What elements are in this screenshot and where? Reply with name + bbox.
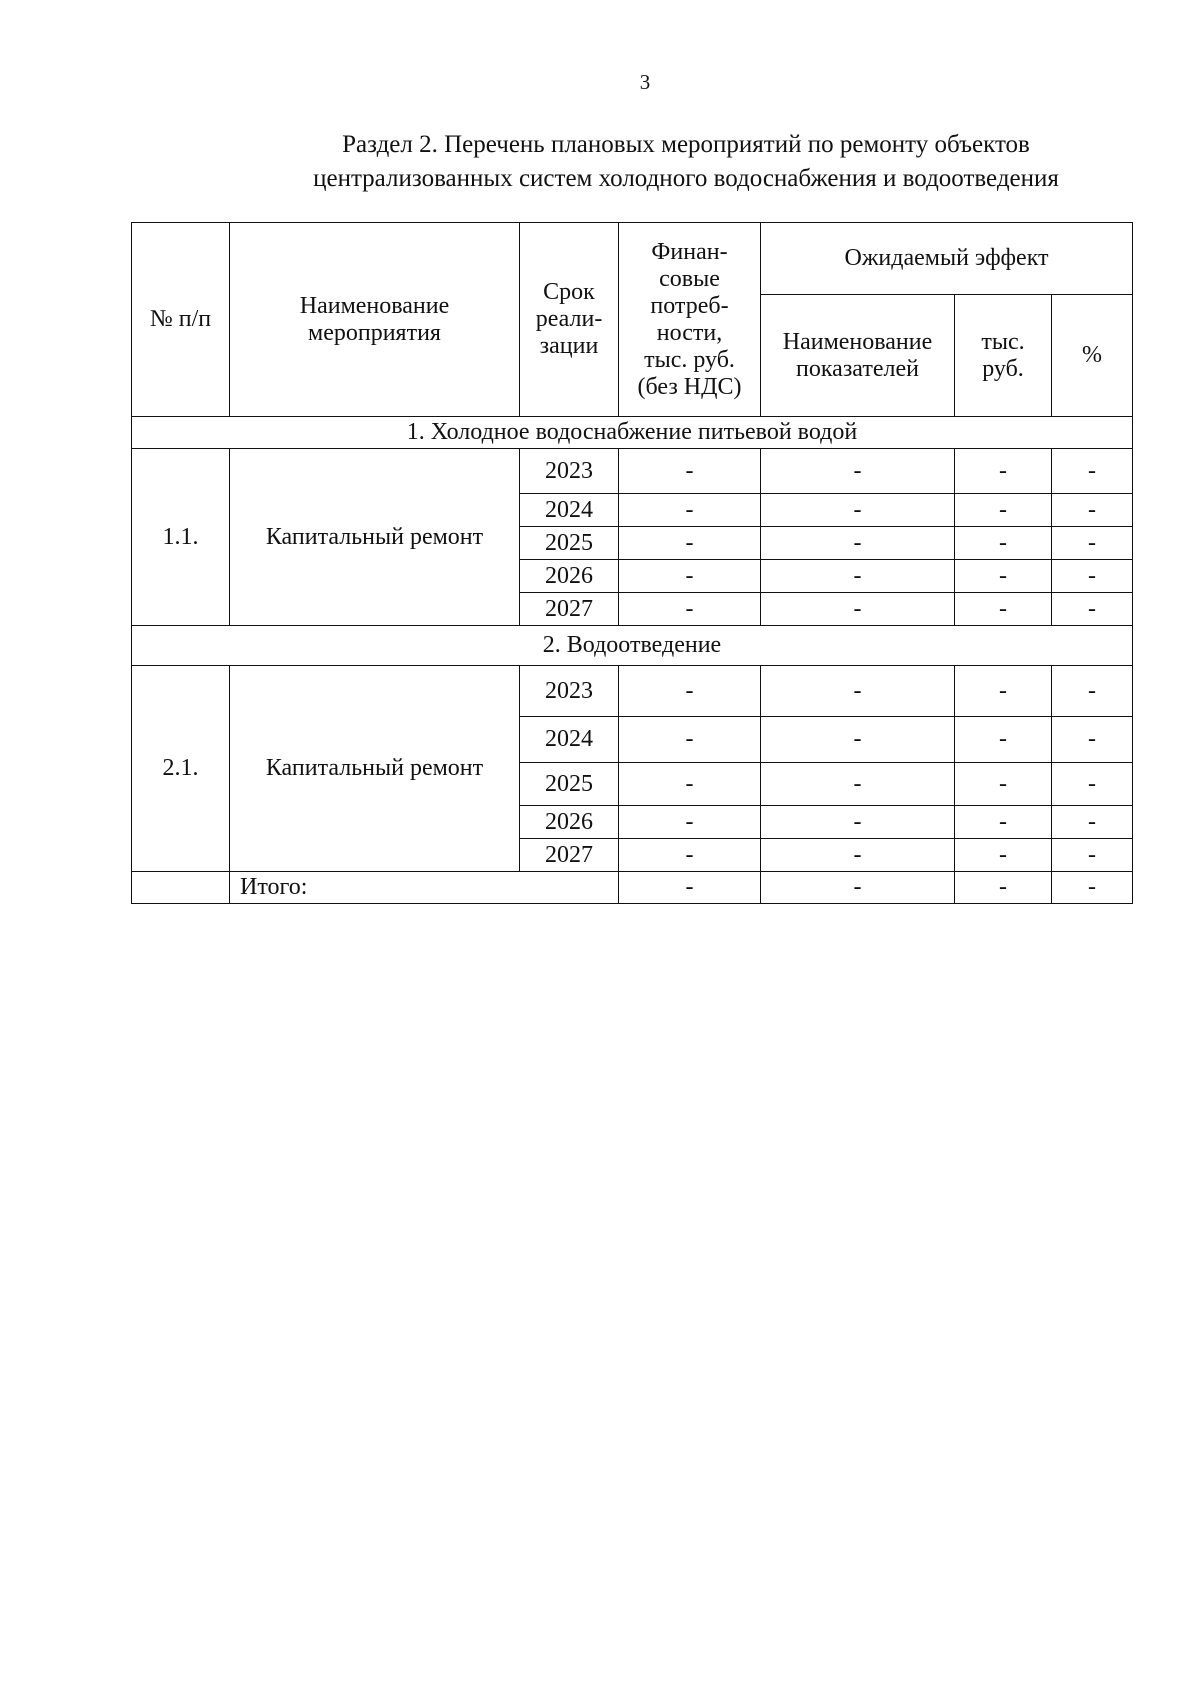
- indicators-cell: -: [761, 527, 955, 560]
- percent-cell: -: [1052, 527, 1133, 560]
- page-number: 3: [639, 70, 651, 94]
- year-cell: 2024: [520, 494, 619, 527]
- fin-cell: -: [619, 449, 761, 494]
- year-cell: 2027: [520, 593, 619, 626]
- table-row: [132, 449, 1133, 494]
- section-title: 2. Водоотведение: [132, 626, 1133, 666]
- total-num-cell: [132, 872, 230, 904]
- header-expected-effect: Ожидаемый эффект: [761, 223, 1133, 295]
- fin-cell: -: [619, 494, 761, 527]
- year-cell: 2025: [520, 527, 619, 560]
- thousand-cell: -: [955, 666, 1052, 717]
- header-financial-needs: Финан- совые потреб- ности, тыс. руб. (без НДС): [619, 223, 761, 417]
- row-name: Капитальный ремонт: [230, 666, 520, 872]
- year-cell: 2023: [520, 449, 619, 494]
- indicators-cell: -: [761, 872, 955, 904]
- thousand-cell: -: [955, 872, 1052, 904]
- fin-cell: -: [619, 806, 761, 839]
- percent-cell: -: [1052, 560, 1133, 593]
- fin-cell: -: [619, 763, 761, 806]
- year-cell: 2025: [520, 763, 619, 806]
- fin-cell: -: [619, 560, 761, 593]
- header-percent: %: [1052, 295, 1133, 417]
- fin-cell: -: [619, 527, 761, 560]
- indicators-cell: -: [761, 717, 955, 763]
- header-name: Наименование мероприятия: [230, 223, 520, 417]
- percent-cell: -: [1052, 494, 1133, 527]
- year-cell: 2027: [520, 839, 619, 872]
- section-2-title-row: [132, 626, 1133, 666]
- page-title: [0, 128, 1200, 196]
- header-num: № п/п: [132, 223, 230, 417]
- thousand-cell: -: [955, 527, 1052, 560]
- activities-table: [131, 222, 1133, 904]
- percent-cell: -: [1052, 449, 1133, 494]
- percent-cell: -: [1052, 806, 1133, 839]
- section-title: 1. Холодное водоснабжение питьевой водой: [132, 417, 1133, 449]
- indicators-cell: -: [761, 666, 955, 717]
- header-row-1: [132, 223, 1133, 295]
- fin-cell: -: [619, 872, 761, 904]
- header-term: Срок реали- зации: [520, 223, 619, 417]
- percent-cell: -: [1052, 593, 1133, 626]
- total-row: [132, 872, 1133, 904]
- thousand-cell: -: [955, 494, 1052, 527]
- thousand-cell: -: [955, 449, 1052, 494]
- indicators-cell: -: [761, 806, 955, 839]
- title-line-1: Раздел 2. Перечень плановых мероприятий по ремонту объектов: [342, 131, 1030, 158]
- section-1-title-row: [132, 417, 1133, 449]
- row-num: 1.1.: [132, 449, 230, 626]
- thousand-cell: -: [955, 593, 1052, 626]
- indicators-cell: -: [761, 763, 955, 806]
- percent-cell: -: [1052, 839, 1133, 872]
- total-label: Итого:: [230, 872, 619, 904]
- percent-cell: -: [1052, 717, 1133, 763]
- row-num: 2.1.: [132, 666, 230, 872]
- year-cell: 2023: [520, 666, 619, 717]
- thousand-cell: -: [955, 717, 1052, 763]
- indicators-cell: -: [761, 839, 955, 872]
- year-cell: 2026: [520, 560, 619, 593]
- thousand-cell: -: [955, 806, 1052, 839]
- fin-cell: -: [619, 717, 761, 763]
- fin-cell: -: [619, 839, 761, 872]
- year-cell: 2024: [520, 717, 619, 763]
- thousand-cell: -: [955, 560, 1052, 593]
- percent-cell: -: [1052, 872, 1133, 904]
- indicators-cell: -: [761, 593, 955, 626]
- row-name: Капитальный ремонт: [230, 449, 520, 626]
- indicators-cell: -: [761, 449, 955, 494]
- thousand-cell: -: [955, 839, 1052, 872]
- fin-cell: -: [619, 593, 761, 626]
- header-thousand-rub: тыс. руб.: [955, 295, 1052, 417]
- percent-cell: -: [1052, 763, 1133, 806]
- year-cell: 2026: [520, 806, 619, 839]
- title-line-2: централизованных систем холодного водоснабжения и водоотведения: [313, 165, 1059, 192]
- indicators-cell: -: [761, 494, 955, 527]
- thousand-cell: -: [955, 763, 1052, 806]
- fin-cell: -: [619, 666, 761, 717]
- indicators-cell: -: [761, 560, 955, 593]
- table-row: [132, 666, 1133, 717]
- header-indicators: Наименование показателей: [761, 295, 955, 417]
- percent-cell: -: [1052, 666, 1133, 717]
